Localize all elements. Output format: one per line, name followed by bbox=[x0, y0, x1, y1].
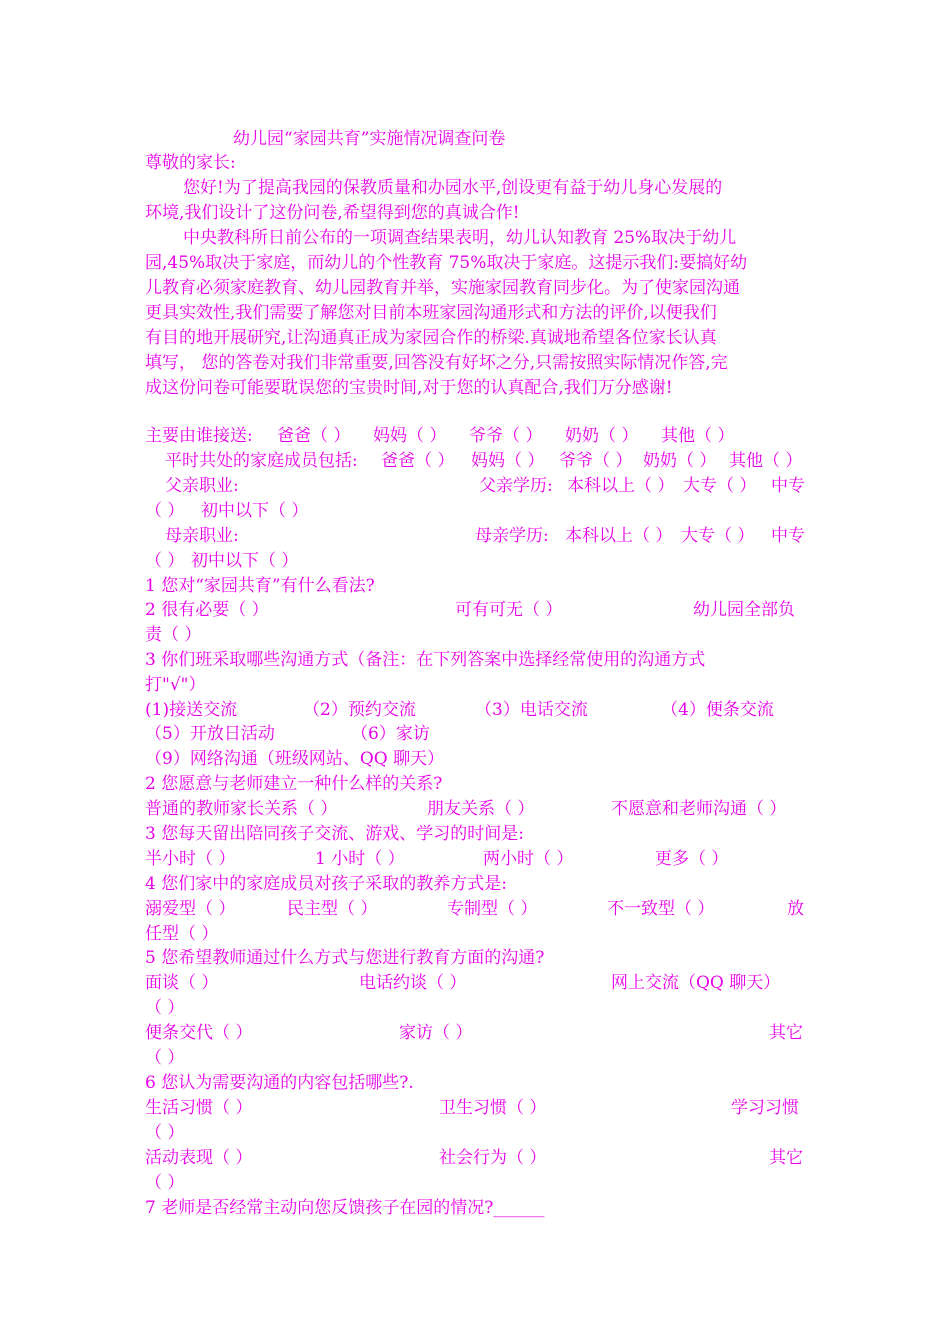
content-option-wrap[interactable]: （ ） bbox=[145, 1173, 185, 1193]
communication-option[interactable]: （9）网络沟通（班级网站、QQ 聊天） bbox=[145, 749, 445, 769]
q1-option-wrap[interactable]: 责（ ） bbox=[145, 625, 202, 645]
family-option[interactable]: 爷爷（ ） bbox=[559, 451, 633, 471]
mother-edu-option[interactable]: （ ） bbox=[145, 551, 185, 571]
question-3-communication: 3 你们班采取哪些沟通方式（备注：在下列答案中选择经常使用的沟通方式 bbox=[145, 650, 706, 670]
parenting-option[interactable]: 溺爱型（ ） bbox=[145, 899, 236, 919]
contact-option[interactable]: 电话约谈（ ） bbox=[359, 973, 467, 993]
communication-option[interactable]: （5）开放日活动 bbox=[145, 724, 275, 744]
parenting-option[interactable]: 专制型（ ） bbox=[447, 899, 538, 919]
contact-option[interactable]: 面谈（ ） bbox=[145, 973, 219, 993]
parenting-option[interactable]: 民主型（ ） bbox=[287, 899, 378, 919]
contact-option[interactable]: 网上交流（QQ 聊天） bbox=[611, 973, 781, 993]
father-edu-option[interactable]: 中专 bbox=[771, 476, 805, 496]
question-4: 4 您们家中的家庭成员对孩子采取的教养方式是: bbox=[145, 874, 507, 894]
communication-option[interactable]: （6）家访 bbox=[351, 724, 430, 744]
intro-line: 中央教科所日前公布的一项调查结果表明，幼儿认知教育 25%取决于幼儿 bbox=[183, 228, 737, 248]
mother-edu-option[interactable]: 中专 bbox=[771, 526, 805, 546]
father-edu-option[interactable]: （ ） bbox=[145, 501, 185, 521]
q1-option[interactable]: 幼儿园全部负 bbox=[693, 600, 795, 620]
pickup-label: 主要由谁接送: bbox=[145, 426, 253, 446]
family-option[interactable]: 其他（ ） bbox=[729, 451, 803, 471]
greeting: 尊敬的家长: bbox=[145, 153, 236, 173]
question-3-time: 3 您每天留出陪同孩子交流、游戏、学习的时间是: bbox=[145, 824, 524, 844]
intro-line: 成这份问卷可能要耽误您的宝贵时间,对于您的认真配合,我们万分感谢! bbox=[145, 378, 673, 398]
pickup-option[interactable]: 其他（ ） bbox=[661, 426, 735, 446]
q1-option[interactable]: 可有可无（ ） bbox=[455, 600, 563, 620]
pickup-option[interactable]: 奶奶（ ） bbox=[565, 426, 639, 446]
intro-line: 儿教育必须家庭教育、幼儿园教育并举，实施家园教育同步化。为了使家园沟通 bbox=[145, 278, 740, 298]
family-option[interactable]: 妈妈（ ） bbox=[471, 451, 545, 471]
intro-line: 有目的地开展研究,让沟通真正成为家园合作的桥梁.真诚地希望各位家长认真 bbox=[145, 328, 717, 348]
communication-option[interactable]: （2）预约交流 bbox=[303, 700, 416, 720]
question-2-relation: 2 您愿意与老师建立一种什么样的关系? bbox=[145, 774, 443, 794]
relation-option[interactable]: 不愿意和老师沟通（ ） bbox=[611, 799, 787, 819]
time-option[interactable]: 1 小时（ ） bbox=[315, 849, 405, 869]
time-option[interactable]: 两小时（ ） bbox=[483, 849, 574, 869]
q1-option[interactable]: 2 很有必要（ ） bbox=[145, 600, 269, 620]
communication-option[interactable]: (1)接送交流 bbox=[145, 700, 238, 720]
father-job-label: 父亲职业: bbox=[165, 476, 239, 496]
father-edu-option[interactable]: 大专（ ） bbox=[683, 476, 757, 496]
mother-edu-option[interactable]: 本科以上（ ） bbox=[565, 526, 673, 546]
contact-option[interactable]: 便条交代（ ） bbox=[145, 1023, 253, 1043]
question-3-wrap: 打"√"） bbox=[145, 675, 206, 695]
content-option[interactable]: 其它 bbox=[769, 1148, 803, 1168]
time-option[interactable]: 半小时（ ） bbox=[145, 849, 236, 869]
parenting-option[interactable]: 不一致型（ ） bbox=[607, 899, 715, 919]
question-7[interactable]: 7 老师是否经常主动向您反馈孩子在园的情况?______ bbox=[145, 1198, 545, 1218]
intro-line: 环境,我们设计了这份问卷,希望得到您的真诚合作! bbox=[145, 203, 520, 223]
father-edu-option[interactable]: 本科以上（ ） bbox=[567, 476, 675, 496]
father-edu-option[interactable]: 初中以下（ ） bbox=[201, 501, 309, 521]
mother-edu-option[interactable]: 初中以下（ ） bbox=[191, 551, 299, 571]
parenting-option[interactable]: 放 bbox=[787, 899, 804, 919]
content-option-wrap[interactable]: （ ） bbox=[145, 1123, 185, 1143]
question-1: 1 您对“家园共育”有什么看法? bbox=[145, 576, 375, 596]
communication-option[interactable]: （4）便条交流 bbox=[661, 700, 774, 720]
content-option[interactable]: 社会行为（ ） bbox=[439, 1148, 547, 1168]
contact-option[interactable]: 其它 bbox=[769, 1023, 803, 1043]
intro-line: 更具实效性,我们需要了解您对目前本班家园沟通形式和方法的评价,以便我们 bbox=[145, 303, 717, 323]
contact-option-wrap[interactable]: （ ） bbox=[145, 1048, 185, 1068]
contact-option-wrap[interactable]: （ ） bbox=[145, 998, 185, 1018]
question-6: 6 您认为需要沟通的内容包括哪些?. bbox=[145, 1073, 414, 1093]
communication-option[interactable]: （3）电话交流 bbox=[475, 700, 588, 720]
family-label: 平时共处的家庭成员包括: bbox=[165, 451, 358, 471]
mother-job-label: 母亲职业: bbox=[165, 526, 239, 546]
father-edu-label: 父亲学历: bbox=[479, 476, 553, 496]
relation-option[interactable]: 朋友关系（ ） bbox=[427, 799, 535, 819]
question-5: 5 您希望教师通过什么方式与您进行教育方面的沟通? bbox=[145, 948, 545, 968]
mother-edu-option[interactable]: 大专（ ） bbox=[681, 526, 755, 546]
parenting-option-wrap[interactable]: 任型（ ） bbox=[145, 924, 219, 944]
contact-option[interactable]: 家访（ ） bbox=[399, 1023, 473, 1043]
intro-line: 园,45%取决于家庭，而幼儿的个性教育 75%取决于家庭。这提示我们:要搞好幼 bbox=[145, 253, 748, 273]
intro-line: 填写， 您的答卷对我们非常重要,回答没有好坏之分,只需按照实际情况作答,完 bbox=[145, 353, 728, 373]
mother-edu-label: 母亲学历: bbox=[475, 526, 549, 546]
content-option[interactable]: 卫生习惯（ ） bbox=[439, 1098, 547, 1118]
pickup-option[interactable]: 爸爸（ ） bbox=[277, 426, 351, 446]
pickup-option[interactable]: 爷爷（ ） bbox=[469, 426, 543, 446]
content-option[interactable]: 学习习惯 bbox=[731, 1098, 799, 1118]
intro-line: 您好!为了提高我园的保教质量和办园水平,创设更有益于幼儿身心发展的 bbox=[183, 178, 723, 198]
pickup-option[interactable]: 妈妈（ ） bbox=[373, 426, 447, 446]
content-option[interactable]: 活动表现（ ） bbox=[145, 1148, 253, 1168]
relation-option[interactable]: 普通的教师家长关系（ ） bbox=[145, 799, 338, 819]
family-option[interactable]: 奶奶（ ） bbox=[643, 451, 717, 471]
content-option[interactable]: 生活习惯（ ） bbox=[145, 1098, 253, 1118]
time-option[interactable]: 更多（ ） bbox=[655, 849, 729, 869]
page-title: 幼儿园“家园共育”实施情况调查问卷 bbox=[233, 129, 506, 149]
family-option[interactable]: 爸爸（ ） bbox=[381, 451, 455, 471]
